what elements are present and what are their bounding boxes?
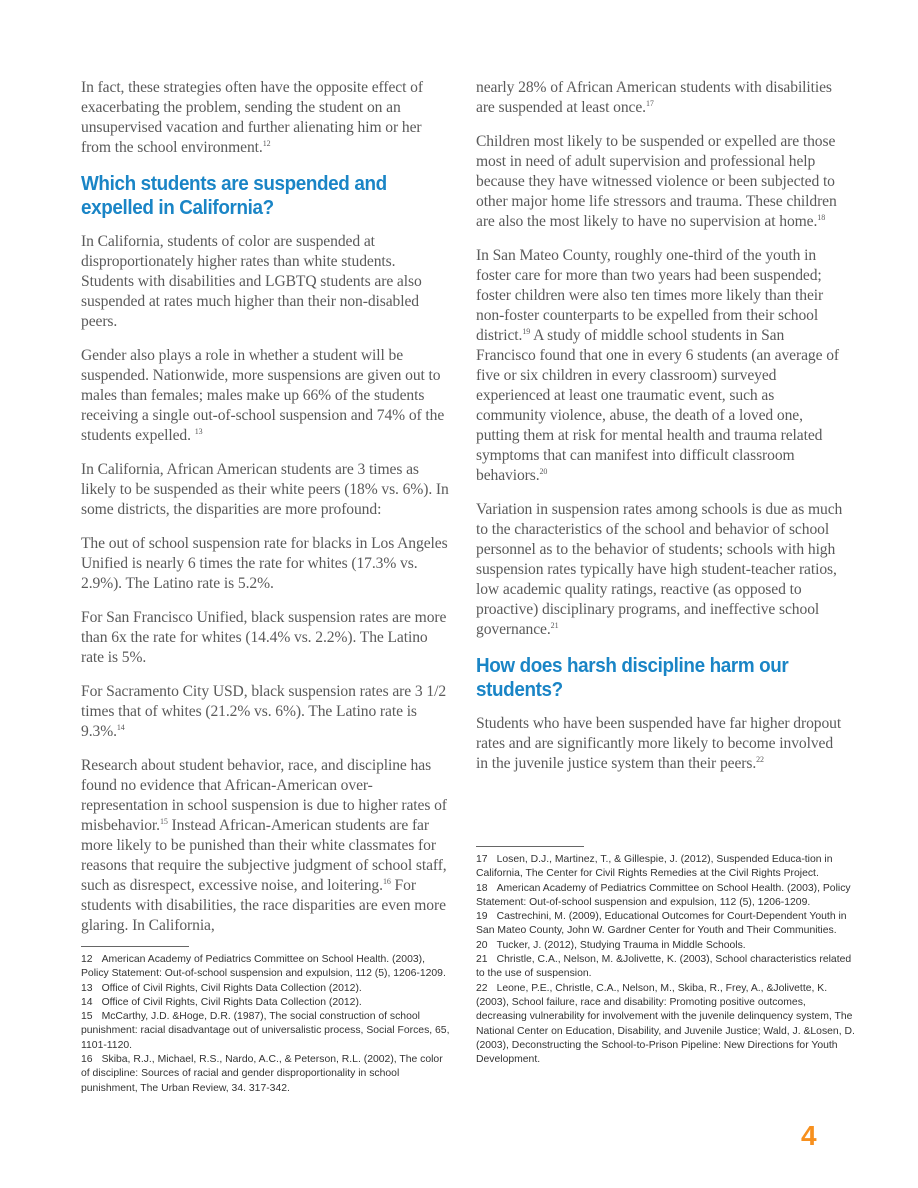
right-column xyxy=(476,78,846,788)
paragraph-text: In fact, these strategies often have the opposite effect of exacerbating the problem, sending the student on an unsupervised vacation and further alienating him or her from the school environment. xyxy=(81,79,423,156)
section-heading: How does harsh discipline harm our students? xyxy=(476,654,789,701)
footnote xyxy=(81,1010,451,1053)
paragraph: For San Francisco Unified, black suspension rates are more than 6x the rate for whites (14.4% vs. 2.2%). The Latino rate is 5%. xyxy=(81,609,447,666)
footnote-number: 17 xyxy=(476,854,488,865)
footnote-ref: 16 xyxy=(382,876,391,886)
paragraph xyxy=(476,78,846,118)
footnote xyxy=(81,996,451,1010)
paragraph xyxy=(476,132,846,232)
footnote-text: Leone, P.E., Christle, C.A., Nelson, M., Skiba, R., Frey, A., &Jolivette, K. (2003), School failure, race and disability: Promoting positive outcomes, decreasing vulnerability for involvement with the juvenile delinquency system, The National Center on Education, Disability, and Juvenile Justice; Wald, J. &Losen, D. (2003), Deconstructing the School-to-Prison Pipeline: New Directions for Youth Development. xyxy=(476,982,855,1066)
footnote-text: Christle, C.A., Nelson, M. &Jolivette, K. (2003), School characteristics related to the use of suspension. xyxy=(476,954,852,980)
footnote-number: 15 xyxy=(81,1011,93,1023)
page-number: 4 xyxy=(801,1120,817,1151)
paragraph-text: nearly 28% of African American students with disabilities are suspended at least once. xyxy=(476,79,832,116)
footnote-text: Office of Civil Rights, Civil Rights Data Collection (2012). xyxy=(101,996,362,1008)
footnote-text: Skiba, R.J., Michael, R.S., Nardo, A.C., & Peterson, R.L. (2002), The color of discipline: Sources of racial and gender disproportionality in school punishment, The Urban Review, 34. 317-342. xyxy=(81,1054,443,1094)
paragraph xyxy=(81,78,449,158)
footnote-number: 13 xyxy=(81,982,93,994)
footnote-ref: 21 xyxy=(550,620,559,630)
paragraph xyxy=(476,246,846,486)
paragraph-text: For students with disabilities, the race disparities are even more glaring. In California, xyxy=(81,877,446,934)
paragraph-text: Instead African-American students are far more likely to be punished than their white classmates for reasons that require the subjective judgment of school staff, such as disrespect, excessive noise, and loitering. xyxy=(81,817,447,894)
footnote-text: American Academy of Pediatrics Committee on School Health. (2003), Policy Statement: Out-of-school suspension and expulsion, 112 (5), 1206-1209. xyxy=(81,954,446,980)
footnote-text: Tucker, J. (2012), Studying Trauma in Middle Schools. xyxy=(496,939,746,951)
paragraph: In California, African American students are 3 times as likely to be suspended as their white peers (18% vs. 6%). In some districts, the disparities are more profound: xyxy=(81,461,449,518)
left-column xyxy=(81,78,449,950)
footnote xyxy=(476,939,856,953)
paragraph-text: Research about student behavior, race, and discipline has found no evidence that African-American over-representation in school suspension is due to higher rates of misbehavior. xyxy=(81,757,447,834)
footnote-ref: 15 xyxy=(159,816,168,826)
paragraph: The out of school suspension rate for blacks in Los Angeles Unified is nearly 6 times the rate for whites (17.3% vs. 2.9%). The Latino rate is 5.2%. xyxy=(81,535,448,592)
footnote-text: McCarthy, J.D. &Hoge, D.R. (1987), The social construction of school punishment: racial disadvantage out of universalistic process, Social Forces, 65, 1101-1120. xyxy=(81,1011,450,1051)
footnote-divider xyxy=(476,846,584,847)
footnote-number: 16 xyxy=(81,1054,93,1066)
footnote-divider xyxy=(81,946,189,947)
footnote xyxy=(81,1053,451,1096)
footnote-number: 20 xyxy=(476,939,488,951)
footnote-ref: 12 xyxy=(262,138,271,148)
footnote-number: 14 xyxy=(81,996,93,1008)
footnote-ref: 19 xyxy=(522,326,531,336)
paragraph xyxy=(476,500,846,640)
footnote xyxy=(476,910,856,939)
paragraph xyxy=(81,756,449,936)
paragraph-text: Variation in suspension rates among schools is due as much to the characteristics of the school and behavior of school personnel as to the behavior of students; schools with high suspension rates typically have high student-teacher ratios, low academic quality ratings, reactive (as opposed to proactive) disciplinary programs, and ineffective school governance. xyxy=(476,501,843,638)
paragraph-text: Children most likely to be suspended or expelled are those most in need of adult supervision and professional help because they have witnessed violence or been subjected to other major home life stressors and trauma. These children are also the most likely to have no supervision at home. xyxy=(476,133,837,230)
footnote xyxy=(476,982,856,1068)
footnote xyxy=(81,982,451,996)
footnote xyxy=(476,882,856,911)
footnote-ref: 20 xyxy=(539,466,548,476)
footnote-number: 22 xyxy=(476,982,488,994)
footnote-ref: 17 xyxy=(645,98,654,108)
footnote xyxy=(476,853,856,882)
footnote-text: Office of Civil Rights, Civil Rights Data Collection (2012). xyxy=(101,982,362,994)
footnotes-left xyxy=(81,946,451,1096)
paragraph xyxy=(81,346,449,446)
footnote-text: Castrechini, M. (2009), Educational Outcomes for Court-Dependent Youth in San Mateo County, John W. Gardner Center for Youth and Their Communities. xyxy=(476,911,847,937)
paragraph-text: A study of middle school students in San Francisco found that one in every 6 students (an average of five or six children in every classroom) surveyed experienced at least one traumatic event, such as community violence, abuse, the death of a loved one, putting them at risk for mental health and trauma related symptoms that can manifest into difficult classroom behaviors. xyxy=(476,327,840,484)
section-heading: Which students are suspended and expelled in California? xyxy=(81,172,387,219)
footnote-number: 18 xyxy=(476,882,488,894)
footnote-ref: 13 xyxy=(194,426,203,436)
paragraph-text: Gender also plays a role in whether a student will be suspended. Nationwide, more suspensions are given out to males than females; males make up 66% of the students receiving a single out-of-school suspension and 74% of the students expelled. xyxy=(81,347,445,444)
footnotes-right xyxy=(476,846,856,1067)
paragraph xyxy=(81,682,449,742)
footnote-ref: 18 xyxy=(817,212,826,222)
footnote xyxy=(476,953,856,982)
paragraph: In California, students of color are suspended at disproportionately higher rates than white students. Students with disabilities and LGBTQ students are also suspended at rates much higher than their non-disabled peers. xyxy=(81,233,422,330)
footnote-number: 12 xyxy=(81,954,93,965)
footnote-text: Losen, D.J., Martinez, T., & Gillespie, J. (2012), Suspended Educa-tion in California, The Center for Civil Rights Remedies at the Civil Rights Project. xyxy=(476,854,833,880)
footnote-number: 21 xyxy=(476,954,488,966)
paragraph-text: For Sacramento City USD, black suspension rates are 3 1/2 times that of whites (21.2% vs. 6%). The Latino rate is 9.3%. xyxy=(81,683,447,740)
paragraph-text: Students who have been suspended have far higher dropout rates and are significantly more likely to become involved in the juvenile justice system than their peers. xyxy=(476,715,842,772)
paragraph-text: In San Mateo County, roughly one-third of the youth in foster care for more than two years had been suspended; foster children were also ten times more likely than their non-foster counterparts to be expelled from their school district. xyxy=(476,247,824,344)
footnote-text: American Academy of Pediatrics Committee on School Health. (2003), Policy Statement: Out-of-school suspension and expulsion, 112 (5), 1206-1209. xyxy=(476,882,851,908)
paragraph xyxy=(476,714,846,774)
footnote xyxy=(81,953,451,982)
footnote-number: 19 xyxy=(476,911,488,923)
footnote-ref: 14 xyxy=(116,722,125,732)
footnote-ref: 22 xyxy=(756,754,764,764)
